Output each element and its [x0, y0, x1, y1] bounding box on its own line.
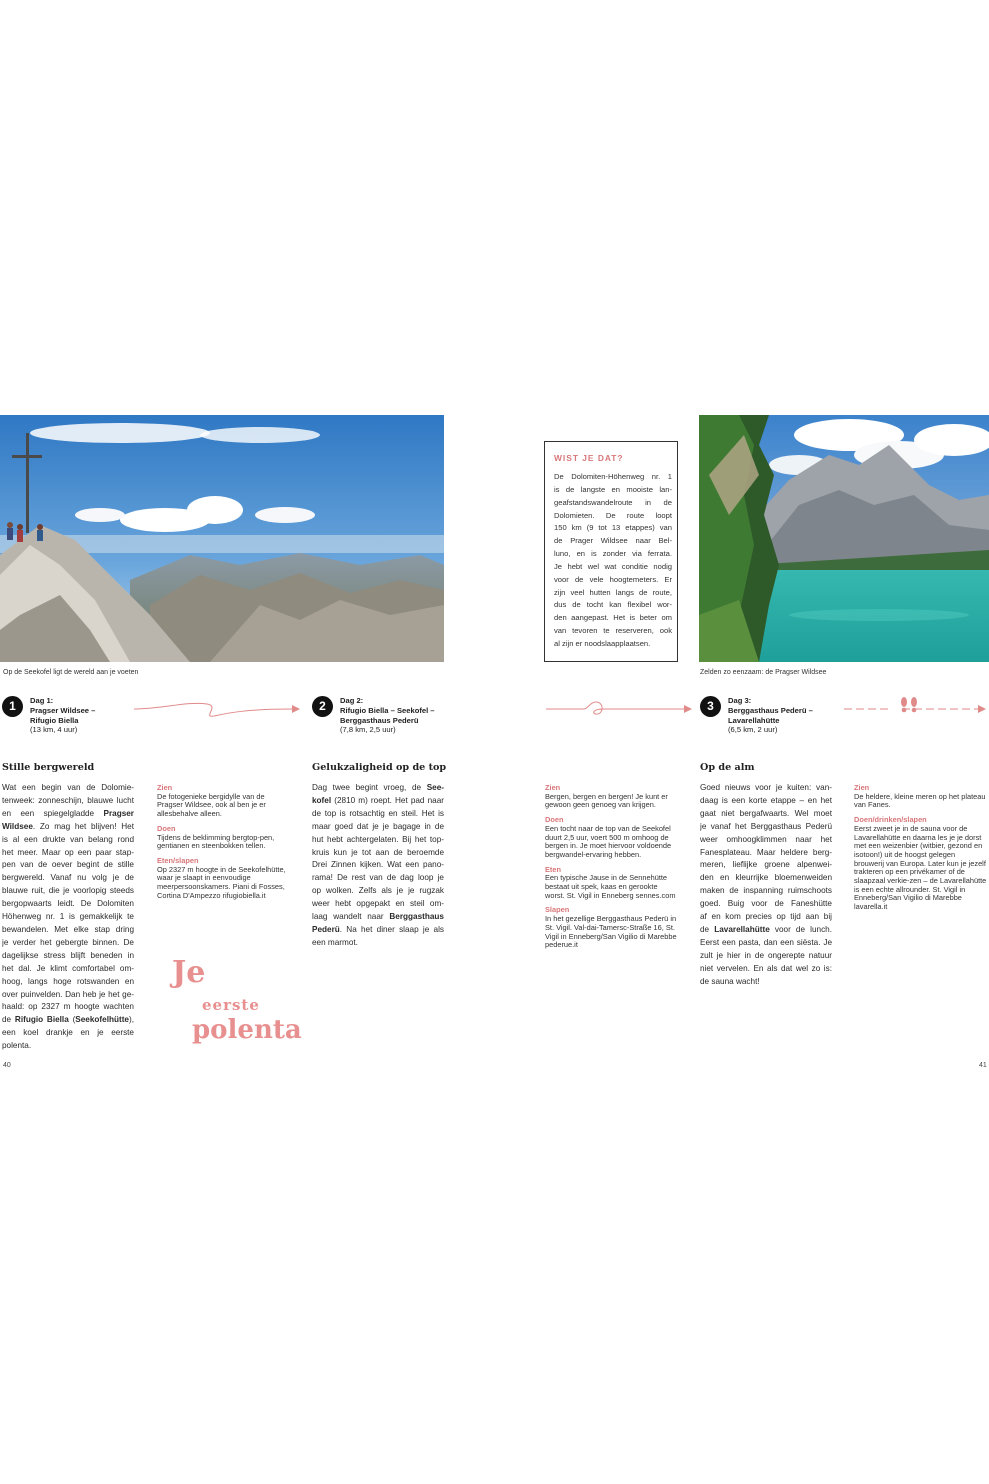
text-line: den en kleurrijke bloemenweiden — [700, 873, 832, 883]
stage-1-to: Rifugio Biella — [30, 715, 79, 725]
text-line: goed. Buig voor de Faneshütte — [700, 899, 832, 909]
lake-photo-caption: Zelden zo eenzaam: de Pragser Wildsee — [700, 669, 827, 676]
side1-doen-text: Tijdens de beklimming bergtop-pen, gentianen en steenbokken tellen. — [157, 832, 275, 851]
text-line: af en kom precies op tijd aan bij — [700, 912, 832, 922]
stage-1-from: Pragser Wildsee – — [30, 705, 96, 715]
section-title-stille-bergwereld: Stille bergwereld — [2, 762, 95, 773]
section-title-gelukzaligheid: Gelukzaligheid op de top — [312, 762, 447, 773]
stage-2-day: Dag 2: — [340, 696, 364, 705]
text-line: een koel drankje en je eerste — [2, 1028, 134, 1038]
page-number-left: 40 — [3, 1062, 11, 1069]
section-body-op-de-alm — [700, 782, 832, 989]
text-line: gaat niet bergafwaarts. Wel moet — [700, 808, 832, 818]
section-title-op-de-alm: Op de alm — [700, 762, 755, 773]
text-line: de Rifugio Biella (Seekofelhütte), — [2, 1015, 134, 1025]
text-line: tenweek: zonneschijn, blauwe lucht — [2, 795, 134, 805]
page-number-right: 41 — [979, 1062, 987, 1069]
text-line: Goed nieuws voor je kuiten: van- — [700, 783, 832, 792]
stage-1-distance: (13 km, 4 uur) — [30, 725, 78, 735]
text-line: de top is rotsachtig en steil. Het is — [312, 808, 444, 818]
text-line: haald: op 2327 m hoogte wachten — [2, 1002, 134, 1012]
text-line: Wildsee. Zo mag het blijven! Het — [2, 821, 134, 831]
summit-photo-illustration — [0, 415, 444, 662]
stage-3-to: Lavarellahütte — [728, 715, 780, 725]
lake-photo — [699, 415, 989, 662]
text-line: Höhenweg nr. 1 is gemakkelijk te — [2, 912, 134, 922]
text-line: Wat een begin van de Dolomie- — [2, 783, 134, 792]
side2-zien-label: Zien — [545, 783, 561, 792]
route-line-1 — [132, 696, 304, 722]
text-line: en een spiegelgladde Pragser — [2, 808, 134, 818]
side3-zien-text: De heldere, kleine meren op het plateau van Fanes. — [854, 791, 986, 810]
text-line: dus de tocht kan flexibel wor- — [554, 600, 672, 610]
text-line: luno, en is zonder via ferrata. — [554, 549, 672, 559]
stage-3-from: Berggasthaus Pederü – — [728, 705, 813, 715]
text-line: dagelijkse stress blijft beneden in — [2, 950, 134, 960]
text-line: Dolomieten. De route loopt — [554, 510, 672, 520]
text-line: op wolken. Zelfs als je je rugzak — [312, 886, 444, 896]
text-line: Fanesplateau. Maar heldere berg- — [700, 847, 832, 857]
route-line-2 — [544, 696, 694, 722]
text-line: den aangepast. Het is beter om — [554, 613, 672, 623]
text-line: daag is een korte etappe – en het — [700, 795, 832, 805]
text-line: Dag twee begint vroeg, de See- — [312, 783, 444, 792]
text-line: kruis kun je tot aan de beroemde — [312, 847, 444, 857]
text-line: over puinvelden. Dan heb je het ge- — [2, 989, 134, 999]
route-line-3 — [842, 693, 988, 721]
side2-zien-text: Bergen, bergen en bergen! Je kunt er gewoon geen genoeg van krijgen. — [545, 791, 668, 810]
footprints-icon — [901, 697, 917, 712]
pull-quote-line1: Je — [172, 955, 206, 990]
text-line: bergwereld. Vanaf nu volg je de — [2, 873, 134, 883]
text-line: laag wandelt naar Berggasthaus — [312, 912, 444, 922]
did-you-know-body — [554, 471, 672, 651]
text-line: meren, lieflijke groene alpenwei- — [700, 860, 832, 870]
text-line: je vanaf het Berggasthaus Pederü — [700, 821, 832, 831]
stage-2-text — [340, 696, 435, 735]
text-line: bewandelen. Met elke stap dring — [2, 924, 134, 934]
text-line: is al een drukte van belang rond — [2, 834, 134, 844]
side2-doen-text: Een tocht naar de top van de Seekofel duurt 2,5 uur, voert 500 m omhoog de bergen in. Je moet hiervoor voldoende bergwandel-ervaring hebben. — [545, 823, 672, 859]
side2-slapen-label: Slapen — [545, 905, 570, 915]
text-line: niet vervelen. En als dat wel zo is: — [700, 963, 832, 973]
text-line: maar goed dat je je bagage in de — [312, 821, 444, 831]
side2-eten-label: Eten — [545, 864, 562, 874]
text-line: van tevoren te reserveren, ook — [554, 626, 672, 636]
stage-2-distance: (7,8 km, 2,5 uur) — [340, 725, 396, 735]
text-line: maken de inspanning ruimschoots — [700, 886, 832, 896]
sidebar-info-day3 — [854, 784, 987, 912]
text-line: voor de vele hoogtemeters. Er — [554, 574, 672, 584]
text-line: de Prager Wildsee naar Bel- — [554, 536, 672, 546]
did-you-know-title: WIST JE DAT? — [554, 453, 624, 463]
summit-photo — [0, 415, 444, 662]
section-body-stille-bergwereld — [2, 782, 134, 1053]
sidebar-info-day1 — [157, 784, 287, 900]
pull-quote — [172, 955, 312, 1055]
text-line: de Lavarellahütte voor de lunch. — [700, 924, 832, 934]
side2-eten-text: Een typische Jause in de Sennehütte bestaat uit spek, kaas en gerookte worst. St. Vigil in Enneberg sennes.com — [545, 873, 676, 900]
side1-doen-label: Doen — [157, 823, 176, 833]
stage-3-distance: (6,5 km, 2 uur) — [728, 725, 778, 735]
text-line: is de langste en mooiste lan- — [554, 484, 672, 494]
side3-doen-label: Doen/drinken/slapen — [854, 815, 927, 825]
text-line: Drei Zinnen kijken. Wat een pano- — [312, 860, 444, 870]
side2-slapen-text: In het gezellige Berggasthaus Pederü in St. Vigil. Val-dai-Tamersc-Straße 16, St. Vigil in Enneberg/San Vigilio di Marebbe pederue.it — [545, 914, 677, 950]
text-line: blauwe ruit, die je voorlopig steeds — [2, 886, 134, 896]
side1-zien-text: De fotogenieke bergidylle van de Pragser Wildsee, ook al ben je er allesbehalve alleen. — [157, 791, 266, 819]
text-line: rama! De rest van de dag loop je — [312, 873, 444, 883]
text-line: polenta. — [2, 1041, 32, 1051]
text-line: weer omhoogklimmen naar het — [700, 834, 832, 844]
text-line: Je hebt wel wat conditie nodig — [554, 561, 672, 571]
stage-2-number: 2 — [312, 696, 333, 717]
text-line: pen van de oever begint de stille — [2, 860, 134, 870]
stage-2-to: Berggasthaus Pederü — [340, 715, 419, 725]
text-line: het meer. Maar op een paar stap- — [2, 847, 134, 857]
side1-zien-label: Zien — [157, 783, 173, 792]
stage-3-number: 3 — [700, 696, 721, 717]
stage-1-number: 1 — [2, 696, 23, 717]
text-line: Eerst een pasta, dan een siësta. Je — [700, 937, 832, 947]
stage-1-header — [2, 696, 142, 738]
text-line: hut hebt achtergelaten. Bij het top- — [312, 834, 444, 844]
text-line: je verder het gebergte binnen. De — [2, 937, 134, 947]
text-line: 150 km (9 tot 13 etappes) van — [554, 523, 672, 533]
stage-2-header — [312, 696, 462, 738]
side1-eten-label: Eten/slapen — [157, 855, 199, 865]
text-line: De Dolomiten-Höhenweg nr. 1 — [554, 472, 672, 481]
side2-doen-label: Doen — [545, 815, 564, 825]
pull-quote-line2: eerste — [202, 996, 260, 1014]
sidebar-info-day2 — [545, 784, 678, 950]
text-line: Pederü. Na het diner slaap je als — [312, 924, 444, 934]
text-line: zijn veel hutten langs de route, — [554, 587, 672, 597]
text-line: zult je hier in de ongerepte natuur — [700, 950, 832, 960]
side1-eten-text: Op 2327 m hoogte in de Seekofelhütte, waar je slaapt in eenvoudige meerpersoonskamers. Piani di Fosses, Cortina D'Ampezzo rifugiobiella.it — [157, 864, 286, 900]
text-line: een marmot. — [312, 937, 358, 947]
stage-3-text — [728, 696, 813, 735]
stage-3-header — [700, 696, 840, 738]
text-line: bergopwaarts leidt. De Dolomiten — [2, 899, 134, 909]
text-line: weer hebt opgepakt en steil om- — [312, 899, 444, 909]
summit-photo-caption: Op de Seekofel ligt de wereld aan je voeten — [3, 669, 139, 676]
pull-quote-line3: polenta — [192, 1015, 302, 1045]
lake-photo-illustration — [699, 415, 989, 662]
stage-1-day: Dag 1: — [30, 696, 54, 705]
text-line: geafstandswandelroute in de — [554, 497, 672, 507]
text-line: hoog, langs hoge rotswanden en — [2, 976, 134, 986]
did-you-know-box — [544, 441, 678, 662]
side3-doen-text: Eerst zweet je in de sauna voor de Lavarellahütte en daarna les je je dorst met een weizenbier (witbier, gezond en isotoon!) uit de hoogst gelegen brouwerij van Europa. Later kun je jezelf trakteren op een privékamer of de slaapzaal verkie-zen – de Lavarellahütte is een echte allrounder. St. Vigil in Enneberg/San Vigilio di Marebbe lavarella.it — [854, 823, 987, 912]
stage-3-day: Dag 3: — [728, 696, 752, 705]
stage-1-text — [30, 696, 95, 735]
text-line: de sauna wacht! — [700, 976, 760, 986]
text-line: al zijn er noodslaapplaatsen. — [554, 638, 651, 648]
text-line: het dal. Je klimt comfortabel om- — [2, 963, 134, 973]
section-body-gelukzaligheid — [312, 782, 444, 950]
stage-2-from: Rifugio Biella – Seekofel – — [340, 705, 435, 715]
text-line: kofel (2810 m) roept. Het pad naar — [312, 795, 444, 805]
side3-zien-label: Zien — [854, 783, 870, 792]
